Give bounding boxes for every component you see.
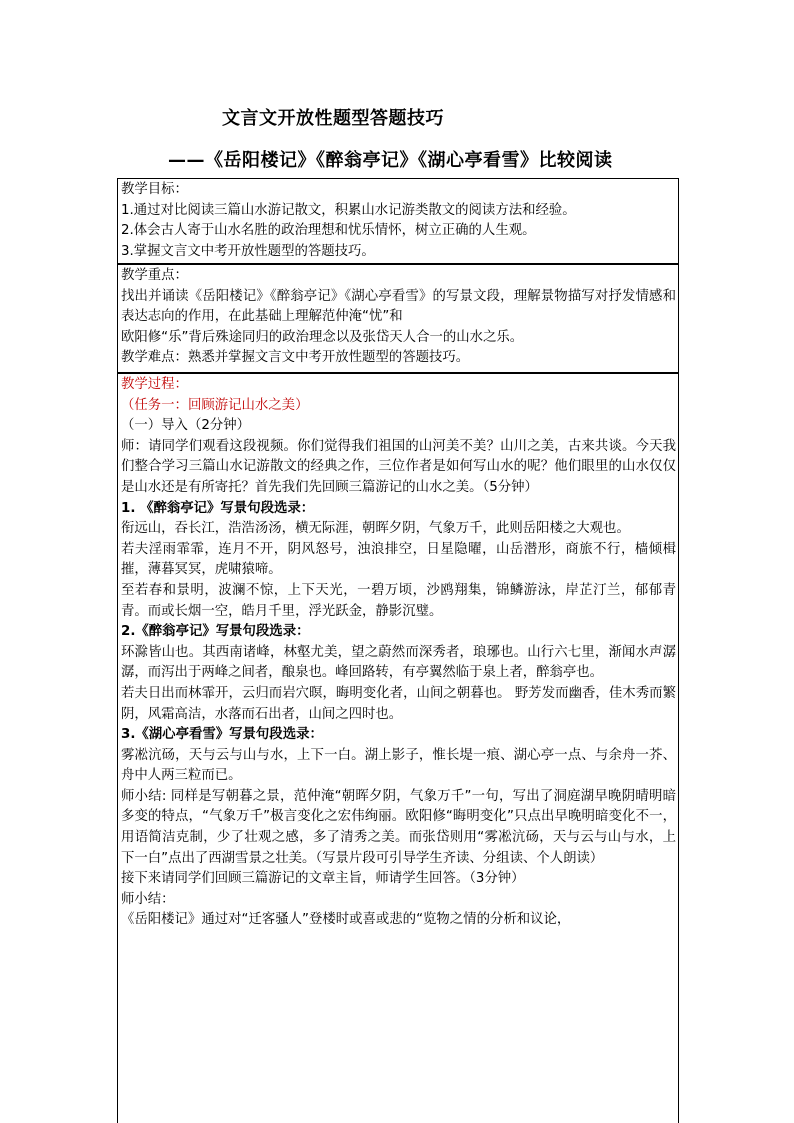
section-two-heading: 2.《醉翁亭记》写景句段选录： [121,624,310,640]
keypoints-line: 欧阳修“乐”背后殊途同归的政治理念以及张岱天人合一的山水之乐。 [121,329,524,345]
objective-item: 1.通过对比阅读三篇山水游记散文，积累山水记游类散文的阅读方法和经验。 [121,202,576,218]
task-one-heading: （任务一：回顾游记山水之美） [121,397,309,413]
keypoints-line: 找出并诵读《岳阳楼记》《醉翁亭记》《湖心亭看雪》的写景文段，理解景物描写对抒发情感和表达志向的作用，在此基础上理解范仲淹“忧”和 [121,288,676,325]
section-one-heading: 1. 《醉翁亭记》写景句段选录： [121,500,315,516]
excerpt-paragraph: 至若春和景明，波澜不惊，上下天光，一碧万顷，沙鸥翔集，锦鳞游泳，岸芷汀兰，郁郁青青。而或长烟一空，皓月千里，浮光跃金，静影沉璧。 [121,582,676,619]
intro-heading: （一）导入（2分钟） [121,418,251,434]
excerpt-paragraph: 若夫淫雨霏霏，连月不开，阴风怒号，浊浪排空，日星隐曜，山岳潜形，商旅不行，樯倾楫摧，薄暮冥冥，虎啸猿啼。 [121,541,676,578]
summary-paragraph: 《岳阳楼记》通过对“迁客骚人”登楼时或喜或悲的“览物之情的分析和议论， [121,912,571,928]
objective-item: 3.掌握文言文中考开放性题型的答题技巧。 [121,243,375,259]
objective-item: 2.体会古人寄于山水名胜的政治理想和忧乐情怀，树立正确的人生观。 [121,223,536,239]
process-heading: 教学过程： [121,377,188,392]
objectives-heading: 教学目标： [121,182,188,197]
excerpt-paragraph: 雾凇沆砀，天与云与山与水，上下一白。湖上影子，惟长堤一痕、湖心亭一点、与余舟一芥、舟中人两三粒而已。 [121,747,676,784]
excerpt-paragraph: 环滁皆山也。其西南诸峰，林壑尤美，望之蔚然而深秀者，琅琊也。山行六七里，渐闻水声潺潺，而泻出于两峰之间者，酿泉也。峰回路转，有亭翼然临于泉上者，醉翁亭也。 [121,644,676,681]
excerpt-paragraph: 若夫日出而林霏开，云归而岩穴暝，晦明变化者，山间之朝暮也。 野芳发而幽香，佳木秀而繁阴，风霜高洁，水落而石出者，山间之四时也。 [121,685,676,722]
teacher-summary: 师小结: 同样是写朝暮之景，范仲淹“朝晖夕阴，气象万千”一句，写出了洞庭湖早晚阴晴明暗多变的特点，“气象万千”极言变化之宏伟绚丽。欧阳修“晦明变化”只点出早晚明暗变化不一，用语简洁克制，少了壮观之感，多了清秀之美。而张岱则用“雾凇沆砀，天与云与山与水，上下一白”点出了西湖雪景之壮美。（写景片段可引导学生齐读、分组读、个人朗读） [121,788,676,866]
objectives-cell [117,178,679,264]
excerpt-paragraph: 衔远山，吞长江，浩浩汤汤，横无际涯，朝晖夕阴，气象万千，此则岳阳楼之大观也。 [121,521,630,537]
page-title: 文言文开放性题型答题技巧 [222,108,444,129]
section-three-heading: 3.《湖心亭看雪》写景句段选录： [121,727,323,743]
difficulty-line: 教学难点：熟悉并掌握文言文中考开放性题型的答题技巧。 [121,350,470,366]
keypoints-heading: 教学重点： [121,268,188,283]
page-subtitle: ——《岳阳楼记》《醉翁亭记》《湖心亭看雪》比较阅读 [168,150,613,171]
keypoints-cell [117,264,679,373]
process-cell [117,373,679,1123]
next-step: 接下来请同学们回顾三篇游记的文章主旨，师请学生回答。（3分钟） [121,871,525,887]
summary-heading: 师小结： [121,891,175,907]
teacher-paragraph: 师：请同学们观看这段视频。你们觉得我们祖国的山河美不美？山川之美，古来共谈。今天我们整合学习三篇山水记游散文的经典之作，三位作者是如何写山水的呢？他们眼里的山水仅仅是山水还是有所寄托？首先我们先回顾三篇游记的山水之美。（5分钟） [121,438,676,495]
